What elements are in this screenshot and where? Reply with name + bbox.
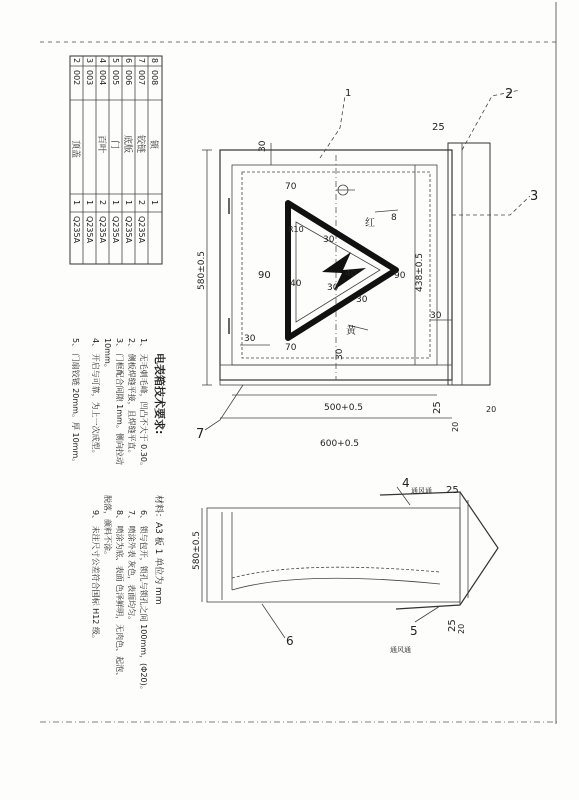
table-row-6-no: 6 (124, 58, 133, 64)
table-row-3-qty: 1 (85, 200, 94, 206)
table-row-6-code: 006 (124, 70, 133, 86)
table-row-2-name: 顶盖 (70, 140, 80, 159)
side-leader-4: 4 (402, 476, 410, 490)
parts-table (70, 56, 162, 264)
table-row-7-code: 007 (137, 70, 146, 86)
table-row-6-material: Q235A (124, 216, 133, 244)
dim-20-a: 20 (486, 405, 497, 414)
table-row-8-name: 锁 (148, 140, 158, 150)
table-row-5-code: 005 (111, 70, 120, 86)
leader-7: 7 (196, 427, 205, 442)
side-dim-height: 580±0.5 (192, 530, 202, 570)
table-row-2-code: 002 (72, 70, 81, 86)
dim-20-b: 20 (451, 421, 460, 432)
requirement-left-5: 4、 开启与可靠，为上一次成型。 (91, 338, 100, 458)
table-row-6-qty: 1 (124, 200, 133, 206)
side-dim-25-bottom: 25 (447, 619, 458, 632)
dim-40-a: 40 (290, 279, 302, 289)
dim-30-a: 30 (323, 235, 335, 245)
requirement-right-3: 7、 喷涂外表 灰色，表面均匀。 (127, 510, 136, 625)
dim-40-b: 40 (345, 269, 357, 279)
requirement-right-1: 材料：A3 板 1 单位为 mm (153, 495, 163, 605)
side-note-top: 通风通 (411, 487, 432, 495)
side-dim-20: 20 (457, 623, 466, 634)
table-row-3-code: 003 (85, 70, 94, 86)
table-row-3-material: Q235A (85, 216, 94, 244)
dim-70-top: 70 (285, 182, 297, 192)
table-row-8-code: 008 (150, 70, 159, 86)
dim-30-right: 30 (430, 311, 442, 321)
dim-width-500: 500+0.5 (324, 403, 364, 413)
leader-3: 3 (530, 189, 539, 204)
requirement-left-4: 10mm。 (103, 338, 112, 372)
table-row-7-no: 7 (137, 58, 146, 64)
table-row-2-material: Q235A (72, 216, 81, 244)
dim-height-438: 438±0.5 (415, 252, 425, 292)
table-row-4-material: Q235A (98, 216, 107, 244)
table-row-3-no: 3 (85, 58, 94, 64)
requirement-left-1: 1、 无毛刺毛峰，凹凸不大于 0.30。 (139, 338, 148, 470)
label-red: 红 (365, 218, 375, 229)
requirements-title: 电表箱技术要求: (153, 353, 166, 435)
table-row-5-qty: 1 (111, 200, 120, 206)
requirement-left-6: 5、 门扇铰链 20mm。厚 10mm。 (71, 338, 80, 467)
leader-1: 1 (345, 88, 352, 99)
dim-r10: R10 (288, 225, 304, 234)
dim-25-top: 25 (432, 122, 445, 133)
dim-70-bottom: 70 (285, 343, 297, 353)
table-row-7-material: Q235A (137, 216, 146, 244)
dim-height-580: 580±0.5 (197, 250, 207, 290)
requirement-right-2: 6、 锁与包开，锁孔与锁孔之间 100mm，(Φ20)。 (139, 510, 148, 694)
table-row-5-no: 5 (111, 58, 120, 64)
dim-30-c: 30 (356, 295, 368, 305)
dim-30-mid: 30 (335, 348, 345, 360)
table-row-5-material: Q235A (111, 216, 120, 244)
table-row-7-name: 铰链 (135, 135, 145, 154)
side-leader-5: 5 (410, 624, 418, 638)
leader-2: 2 (505, 87, 514, 102)
dim-90-right: 90 (394, 271, 406, 281)
table-row-6-name: 底版 (122, 135, 132, 154)
requirement-left-2: 2、 侧板焊缝平接，且焊缝平直。 (127, 338, 136, 458)
table-row-8-qty: 1 (150, 200, 159, 206)
table-row-2-no: 2 (72, 58, 81, 64)
requirement-left-3: 3、 门框配合间隙 1mm。侧向拉动 (115, 338, 124, 465)
table-row-4-no: 4 (98, 58, 107, 64)
dim-30-b: 30 (327, 283, 339, 293)
table-row-4-qty: 2 (98, 200, 107, 206)
front-view (196, 87, 538, 449)
dim-25-bottom: 25 (432, 401, 443, 414)
table-row-4-code: 004 (98, 70, 107, 86)
requirement-right-4: 8、 喷涂为底、表面 色泽鲜明，无肉色、起泡、 (115, 510, 124, 681)
table-row-7-qty: 2 (137, 200, 146, 206)
requirement-right-6: 9、 未注尺寸公差符合国标 H12 级。 (91, 510, 100, 643)
table-row-5-name: 门 (109, 140, 119, 150)
dim-8: 8 (391, 213, 397, 223)
dim-30-top: 30 (258, 140, 268, 152)
table-row-2-qty: 1 (72, 200, 81, 206)
side-dim-25-top: 25 (446, 485, 459, 496)
table-row-8-no: 8 (150, 58, 159, 64)
side-view (192, 476, 498, 654)
dim-90-left: 90 (258, 270, 271, 281)
label-yellow: 黄 (346, 326, 356, 337)
dim-width-600: 600+0.5 (320, 439, 360, 449)
side-note-bottom: 通风通 (390, 646, 411, 654)
dim-30-left: 30 (244, 334, 256, 344)
side-leader-6: 6 (286, 634, 294, 648)
technical-requirements (71, 338, 167, 694)
requirement-right-5: 脱落，颜料不涂。 (103, 495, 112, 559)
table-row-4-name: 百叶 (96, 135, 106, 154)
